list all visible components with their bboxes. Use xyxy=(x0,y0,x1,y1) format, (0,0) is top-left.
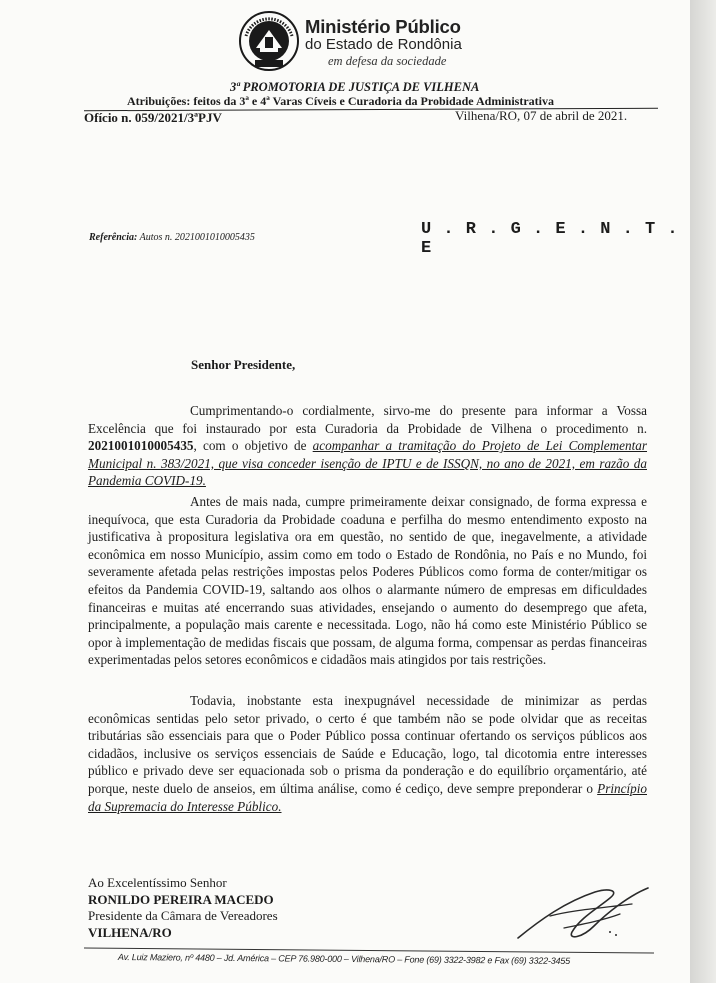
paragraph-1-text: Cumprimentando-o cordialmente, sirvo-me do presente para informar a Vossa Excelência que foi instaurado por esta Curadoria da Probidade de Vilhena o procedimento n. xyxy=(88,403,647,436)
org-motto: em defesa da sociedade xyxy=(328,54,447,68)
paragraph-3-principle: Princípio da Supremacia do Interesse Público. xyxy=(88,780,647,814)
urgent-stamp: U . R . G . E . N . T . E xyxy=(421,220,679,258)
paragraph-3 xyxy=(88,692,647,815)
page-edge-shadow xyxy=(690,0,716,983)
addressee-role: Presidente da Câmara de Vereadores xyxy=(88,908,278,923)
paragraph-1 xyxy=(88,402,647,490)
org-name: Ministério Público xyxy=(305,16,461,37)
org-state: do Estado de Rondônia xyxy=(305,36,462,53)
ministerio-publico-seal xyxy=(238,10,300,72)
oficio-number: Ofício n. 059/2021/3ªPJV xyxy=(84,110,222,125)
footer-address: Av. Luiz Maziero, nº 4480 – Jd. América – CEP 76.980-000 – Vilhena/RO – Fone (69) 3322-3982 e Fax (69) 3322-3455 xyxy=(117,952,570,966)
salutation: Senhor Presidente, xyxy=(191,357,296,372)
place-date: Vilhena/RO, 07 de abril de 2021. xyxy=(455,108,628,123)
procedure-number: 2021001010005435 xyxy=(88,438,194,454)
reference-value: Autos n. 2021001010005435 xyxy=(139,232,255,243)
paragraph-1-text-2: , com o objetivo de xyxy=(193,438,313,454)
addressee-block xyxy=(88,875,278,941)
addressee-line1: Ao Excelentíssimo Senhor xyxy=(88,875,227,890)
paragraph-2: Antes de mais nada, cumpre primeiramente deixar consignado, de forma expressa e inequívoca, que esta Curadoria da Probidade coaduna e perfilha do mesmo entendimento exposto na justificativa à propositura legislativa ora em questão, no sentido de que, inegavelmente, a atividade econômica em nosso Município, assim como em todo o Estado de Rondônia, no País e no Mundo, foi severamente afetada pelas restrições impostas pelos Poderes Públicos como forma de conter/mitigar os efeitos da Pandemia COVID-19, saltando aos olhos o alarmante número de empresas em dificuldades financeiras e muitas até encerrando suas atividades, ensejando o aumento do desemprego que afeta, principalmente, a população mais carente e necessitada. Logo, não há como este Ministério Público se opor à implementação de medidas fiscais que possam, de alguma forma, compensar as perdas financeiras experimentadas pelos setores econômicos e cidadãos mais atingidos por tais restrições. xyxy=(88,494,647,668)
atribuicoes-line: Atribuições: feitos da 3ª e 4ª Varas Cíveis e Curadoria da Probidade Administrativa xyxy=(127,94,554,108)
paragraph-3-text: Todavia, inobstante esta inexpugnável necessidade de minimizar as perdas econômicas sentidas pelo setor privado, o certo é que também não se pode olvidar que as receitas tributárias são essenciais para que o Poder Público possa continuar ofertando os serviços públicos aos cidadãos, inclusive os serviços essenciais de Saúde e Educação, logo, tal dicotomia entre interesses público e privado deve ser equacionada sob o prisma da ponderação e do equilíbrio orçamentário, até porque, neste duelo de anseios, em última análise, como é cediço, deve sempre preponderar o xyxy=(88,693,647,796)
handwritten-signature xyxy=(510,880,660,950)
paragraph-1-objective: acompanhar a tramitação do Projeto de Lei Complementar Municipal n. 383/2021, que visa conceder isenção de IPTU e de ISSQN, no ano de 2021, em razão da Pandemia COVID-19. xyxy=(88,438,648,489)
addressee-place: VILHENA/RO xyxy=(88,924,172,940)
reference-line xyxy=(89,232,255,243)
addressee-name: RONILDO PEREIRA MACEDO xyxy=(88,891,274,907)
reference-label: Referência: xyxy=(89,232,138,243)
promotoria-heading: 3ª PROMOTORIA DE JUSTIÇA DE VILHENA xyxy=(230,80,480,94)
